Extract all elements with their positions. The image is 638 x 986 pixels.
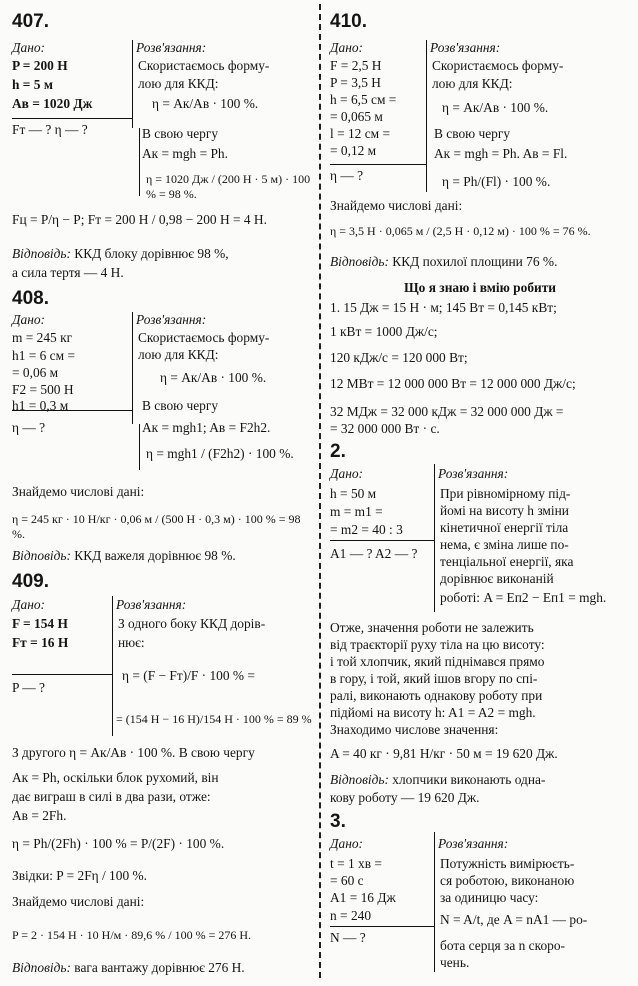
given-item-409-1: Fт = 16 Н bbox=[12, 635, 69, 650]
given-item-410-4: l = 12 см = bbox=[330, 126, 391, 141]
given-divider-407b bbox=[139, 128, 140, 196]
find-410: η — ? bbox=[330, 168, 364, 183]
given-item-2-2: = m2 = 40 : 3 bbox=[330, 522, 403, 537]
solution-2-0: При рівномірному під- bbox=[440, 486, 571, 501]
solution-2-1: йомі на висоту h зміни bbox=[440, 503, 569, 518]
solution-3-1: ся роботою, виконаною bbox=[440, 873, 575, 888]
paragraph-2-5: підйомі на висоту h: A1 = A2 = mgh. bbox=[330, 705, 536, 720]
equation-409-4: Звідки: P = 2Fη / 100 %. bbox=[12, 868, 147, 883]
find-409: P — ? bbox=[12, 680, 45, 695]
given-item-410-2: h = 6,5 см = bbox=[330, 92, 397, 107]
find-line-407 bbox=[12, 118, 132, 119]
answer-label-410: Відповідь: bbox=[330, 254, 389, 269]
solution-label-3: Розв'язання: bbox=[438, 836, 509, 851]
problem-number-409: 409. bbox=[12, 571, 49, 592]
given-divider-407 bbox=[132, 40, 133, 128]
given-item-3-2: A1 = 16 Дж bbox=[330, 890, 396, 905]
given-label-410: Дано: bbox=[330, 40, 364, 55]
know-line-4: 12 МВт = 12 000 000 Вт = 12 000 000 Дж/с; bbox=[330, 376, 576, 391]
answer-410 bbox=[330, 254, 557, 269]
find-line-410 bbox=[330, 164, 426, 165]
solution-3-3: N = A/t, де A = nA1 — ро- bbox=[440, 912, 588, 927]
solution-label-407: Розв'язання: bbox=[136, 40, 207, 55]
equation-408-4: η = 245 кг · 10 Н/кг · 0,06 м / (500 Н · 0,3 м) · 100 % = 98 %. bbox=[12, 512, 301, 541]
given-divider-3 bbox=[434, 832, 435, 972]
given-label-2: Дано: bbox=[330, 466, 364, 481]
given-item-410-1: P = 3,5 Н bbox=[330, 75, 381, 90]
problem-number-3: 3. bbox=[330, 811, 346, 832]
numeric-label-410: Знайдемо числові дані: bbox=[330, 198, 463, 213]
answer-text-2b: кову роботу — 19 620 Дж. bbox=[330, 790, 480, 805]
solution-text-408-3: В свою чергу bbox=[142, 398, 219, 413]
given-divider-408b bbox=[139, 424, 140, 470]
solution-2-2: кінетичної енергії тіла bbox=[440, 520, 569, 535]
paragraph-2-2: і той хлопчик, який піднімався прямо bbox=[330, 654, 545, 669]
solution-2-3: нема, є зміна лише по- bbox=[440, 537, 569, 552]
equation-408-3: η = mgh1 / (F2h2) · 100 %. bbox=[146, 446, 294, 461]
answer-text-2: хлопчики виконають одна- bbox=[392, 772, 546, 787]
solution-label-409: Розв'язання: bbox=[116, 597, 187, 612]
given-label-408: Дано: bbox=[12, 312, 46, 327]
solution-text-408-1: Скористаємось форму- bbox=[138, 330, 270, 345]
know-line-5: 32 МДж = 32 000 кДж = 32 000 000 Дж = bbox=[330, 404, 564, 419]
solution-3-4: бота серця за n скоро- bbox=[440, 938, 565, 953]
answer-2 bbox=[330, 772, 545, 787]
find-408: η — ? bbox=[12, 420, 46, 435]
given-item-409-0: F = 154 Н bbox=[12, 616, 68, 631]
solution-text-410-1: Скористаємось форму- bbox=[432, 58, 564, 73]
solution-text-409-2: нює: bbox=[118, 635, 145, 650]
problem-number-410: 410. bbox=[330, 11, 367, 32]
equation-410-2: Aк = mgh = Ph. Aв = Fl. bbox=[434, 146, 568, 161]
solution-3-0: Потужність вимірюєть- bbox=[440, 856, 575, 871]
given-label-409: Дано: bbox=[12, 597, 46, 612]
solution-text-410-3: В свою чергу bbox=[434, 126, 511, 141]
solution-label-410: Розв'язання: bbox=[430, 40, 501, 55]
equation-409-1: η = (F − Fт)/F · 100 % = bbox=[122, 668, 255, 683]
answer-label-2: Відповідь: bbox=[330, 772, 389, 787]
find-3: N — ? bbox=[330, 930, 366, 945]
solution-label-2: Розв'язання: bbox=[438, 466, 509, 481]
numeric-label-408: Знайдемо числові дані: bbox=[12, 484, 145, 499]
given-label-3: Дано: bbox=[330, 836, 364, 851]
answer-text-410: ККД похилої площини 76 %. bbox=[392, 254, 558, 269]
find-2: A1 — ? A2 — ? bbox=[330, 546, 418, 561]
given-item-410-3: = 0,065 м bbox=[330, 109, 383, 124]
know-line-6: = 32 000 000 Вт · с. bbox=[330, 421, 440, 436]
given-item-407-2: Aв = 1020 Дж bbox=[12, 96, 93, 111]
know-line-3: 120 кДж/с = 120 000 Вт; bbox=[330, 350, 468, 365]
equation-407-2: Aк = mgh = Ph. bbox=[142, 146, 228, 161]
text-409-3: дає виграш в силі в два рази, отже: bbox=[12, 789, 211, 804]
given-item-408-0: m = 245 кг bbox=[12, 330, 73, 345]
solution-text-407-3: В свою чергу bbox=[142, 126, 219, 141]
equation-409-5: P = 2 · 154 Н · 10 Н/м · 89,6 % / 100 % = 276 Н. bbox=[12, 928, 252, 942]
find-line-2 bbox=[330, 540, 434, 541]
solution-label-408: Розв'язання: bbox=[136, 312, 207, 327]
solution-3-5: чень. bbox=[440, 955, 470, 970]
given-divider-2 bbox=[434, 464, 435, 612]
given-item-3-3: n = 240 bbox=[330, 908, 372, 923]
answer-409 bbox=[12, 960, 245, 975]
answer-label-409: Відповідь: bbox=[12, 960, 71, 975]
problem-number-407: 407. bbox=[12, 11, 49, 32]
equation-410-1: η = Aк/Aв · 100 %. bbox=[442, 100, 549, 115]
text-409-1: З другого η = Aк/Aв · 100 %. В свою чергу bbox=[12, 745, 255, 760]
answer-label-408: Відповідь: bbox=[12, 548, 71, 563]
given-item-407-0: P = 200 Н bbox=[12, 58, 68, 73]
solution-text-407-2: лою для ККД: bbox=[138, 76, 219, 91]
equation-410-4: η = 3,5 Н · 0,065 м / (2,5 Н · 0,12 м) · 100 % = 76 %. bbox=[330, 224, 591, 238]
paragraph-2-3: в гору, і той, який ішов вгору по спі- bbox=[330, 671, 538, 686]
given-item-408-3: F2 = 500 Н bbox=[12, 382, 74, 397]
given-item-410-5: = 0,12 м bbox=[330, 143, 377, 158]
solution-text-408-2: лою для ККД: bbox=[138, 347, 219, 362]
given-item-2-0: h = 50 м bbox=[330, 486, 377, 501]
column-divider bbox=[319, 4, 321, 978]
paragraph-2-6: Знаходимо числове значення: bbox=[330, 722, 499, 737]
equation-407-1: η = Aк/Aв · 100 %. bbox=[152, 96, 259, 111]
answer-407 bbox=[12, 246, 229, 261]
equation-409-3: η = Ph/(2Fh) · 100 % = P/(2F) · 100 %. bbox=[12, 836, 225, 851]
know-line-1: 1. 15 Дж = 15 Н · м; 145 Вт = 0,145 кВт; bbox=[330, 300, 557, 315]
given-item-407-1: h = 5 м bbox=[12, 77, 53, 92]
given-item-408-2: = 0,06 м bbox=[12, 365, 59, 380]
problem-number-408: 408. bbox=[12, 288, 49, 309]
answer-text-407: ККД блоку дорівнює 98 %, bbox=[74, 246, 229, 261]
problem-number-2: 2. bbox=[330, 441, 346, 462]
equation-408-1: η = Aк/Aв · 100 %. bbox=[160, 370, 267, 385]
answer-408 bbox=[12, 548, 236, 563]
given-divider-409 bbox=[112, 596, 113, 736]
find-line-3 bbox=[330, 926, 434, 927]
equation-2: A = 40 кг · 9,81 Н/кг · 50 м = 19 620 Дж. bbox=[330, 746, 558, 761]
given-item-408-1: h1 = 6 см = bbox=[12, 348, 75, 363]
equation-407-4: Fц = P/η − P; Fт = 200 Н / 0,98 − 200 Н = 4 Н. bbox=[12, 212, 267, 227]
paragraph-2-0: Отже, значення роботи не залежить bbox=[330, 620, 534, 635]
answer-text-408: ККД важеля дорівнює 98 %. bbox=[74, 548, 236, 563]
solution-2-5: дорівнює виконаній bbox=[440, 571, 554, 586]
equation-407-3: η = 1020 Дж / (200 Н · 5 м) · 100 % = 98 %. bbox=[146, 172, 311, 201]
solution-text-407-1: Скористаємось форму- bbox=[138, 58, 270, 73]
find-line-409 bbox=[12, 674, 112, 675]
answer-text-407-2: а сила тертя — 4 Н. bbox=[12, 265, 124, 280]
text-409-4: Aв = 2Fh. bbox=[12, 808, 67, 823]
solution-3-2: за одиницю часу: bbox=[440, 890, 539, 905]
given-item-3-0: t = 1 хв = bbox=[330, 856, 382, 871]
solution-text-409-1: З одного боку ККД дорів- bbox=[118, 616, 266, 631]
solution-2-4: тенціальної енергії, яка bbox=[440, 554, 574, 569]
given-divider-410 bbox=[426, 40, 427, 192]
given-item-408-4: h1 = 0,3 м bbox=[12, 398, 69, 413]
given-item-2-1: m = m1 = bbox=[330, 504, 383, 519]
given-divider-408 bbox=[132, 312, 133, 424]
equation-408-2: Aк = mgh1; Aв = F2h2. bbox=[142, 420, 271, 435]
given-item-410-0: F = 2,5 Н bbox=[330, 58, 382, 73]
equation-409-2: = (154 Н − 16 Н)/154 Н · 100 % = 89 % bbox=[116, 712, 312, 726]
given-item-3-1: = 60 с bbox=[330, 873, 364, 888]
equation-410-3: η = Ph/(Fl) · 100 %. bbox=[442, 174, 551, 189]
paragraph-2-4: ралі, виконають однакову роботу при bbox=[330, 688, 543, 703]
text-409-2: Aк = Ph, оскільки блок рухомий, він bbox=[12, 770, 219, 785]
answer-text-409: вага вантажу дорівнює 276 Н. bbox=[74, 960, 245, 975]
numeric-label-409: Знайдемо числові дані: bbox=[12, 894, 145, 909]
paragraph-2-1: від траєкторії руху тіла на цю висоту: bbox=[330, 637, 545, 652]
section-title: Що я знаю і вмію робити bbox=[403, 280, 557, 295]
given-label-407: Дано: bbox=[12, 40, 46, 55]
know-line-2: 1 кВт = 1000 Дж/с; bbox=[330, 324, 438, 339]
find-407: Fт — ? η — ? bbox=[12, 122, 88, 137]
solution-text-410-2: лою для ККД: bbox=[432, 76, 513, 91]
solution-2-6: роботі: A = Eп2 − Eп1 = mgh. bbox=[440, 590, 607, 605]
answer-label-407: Відповідь: bbox=[12, 246, 71, 261]
